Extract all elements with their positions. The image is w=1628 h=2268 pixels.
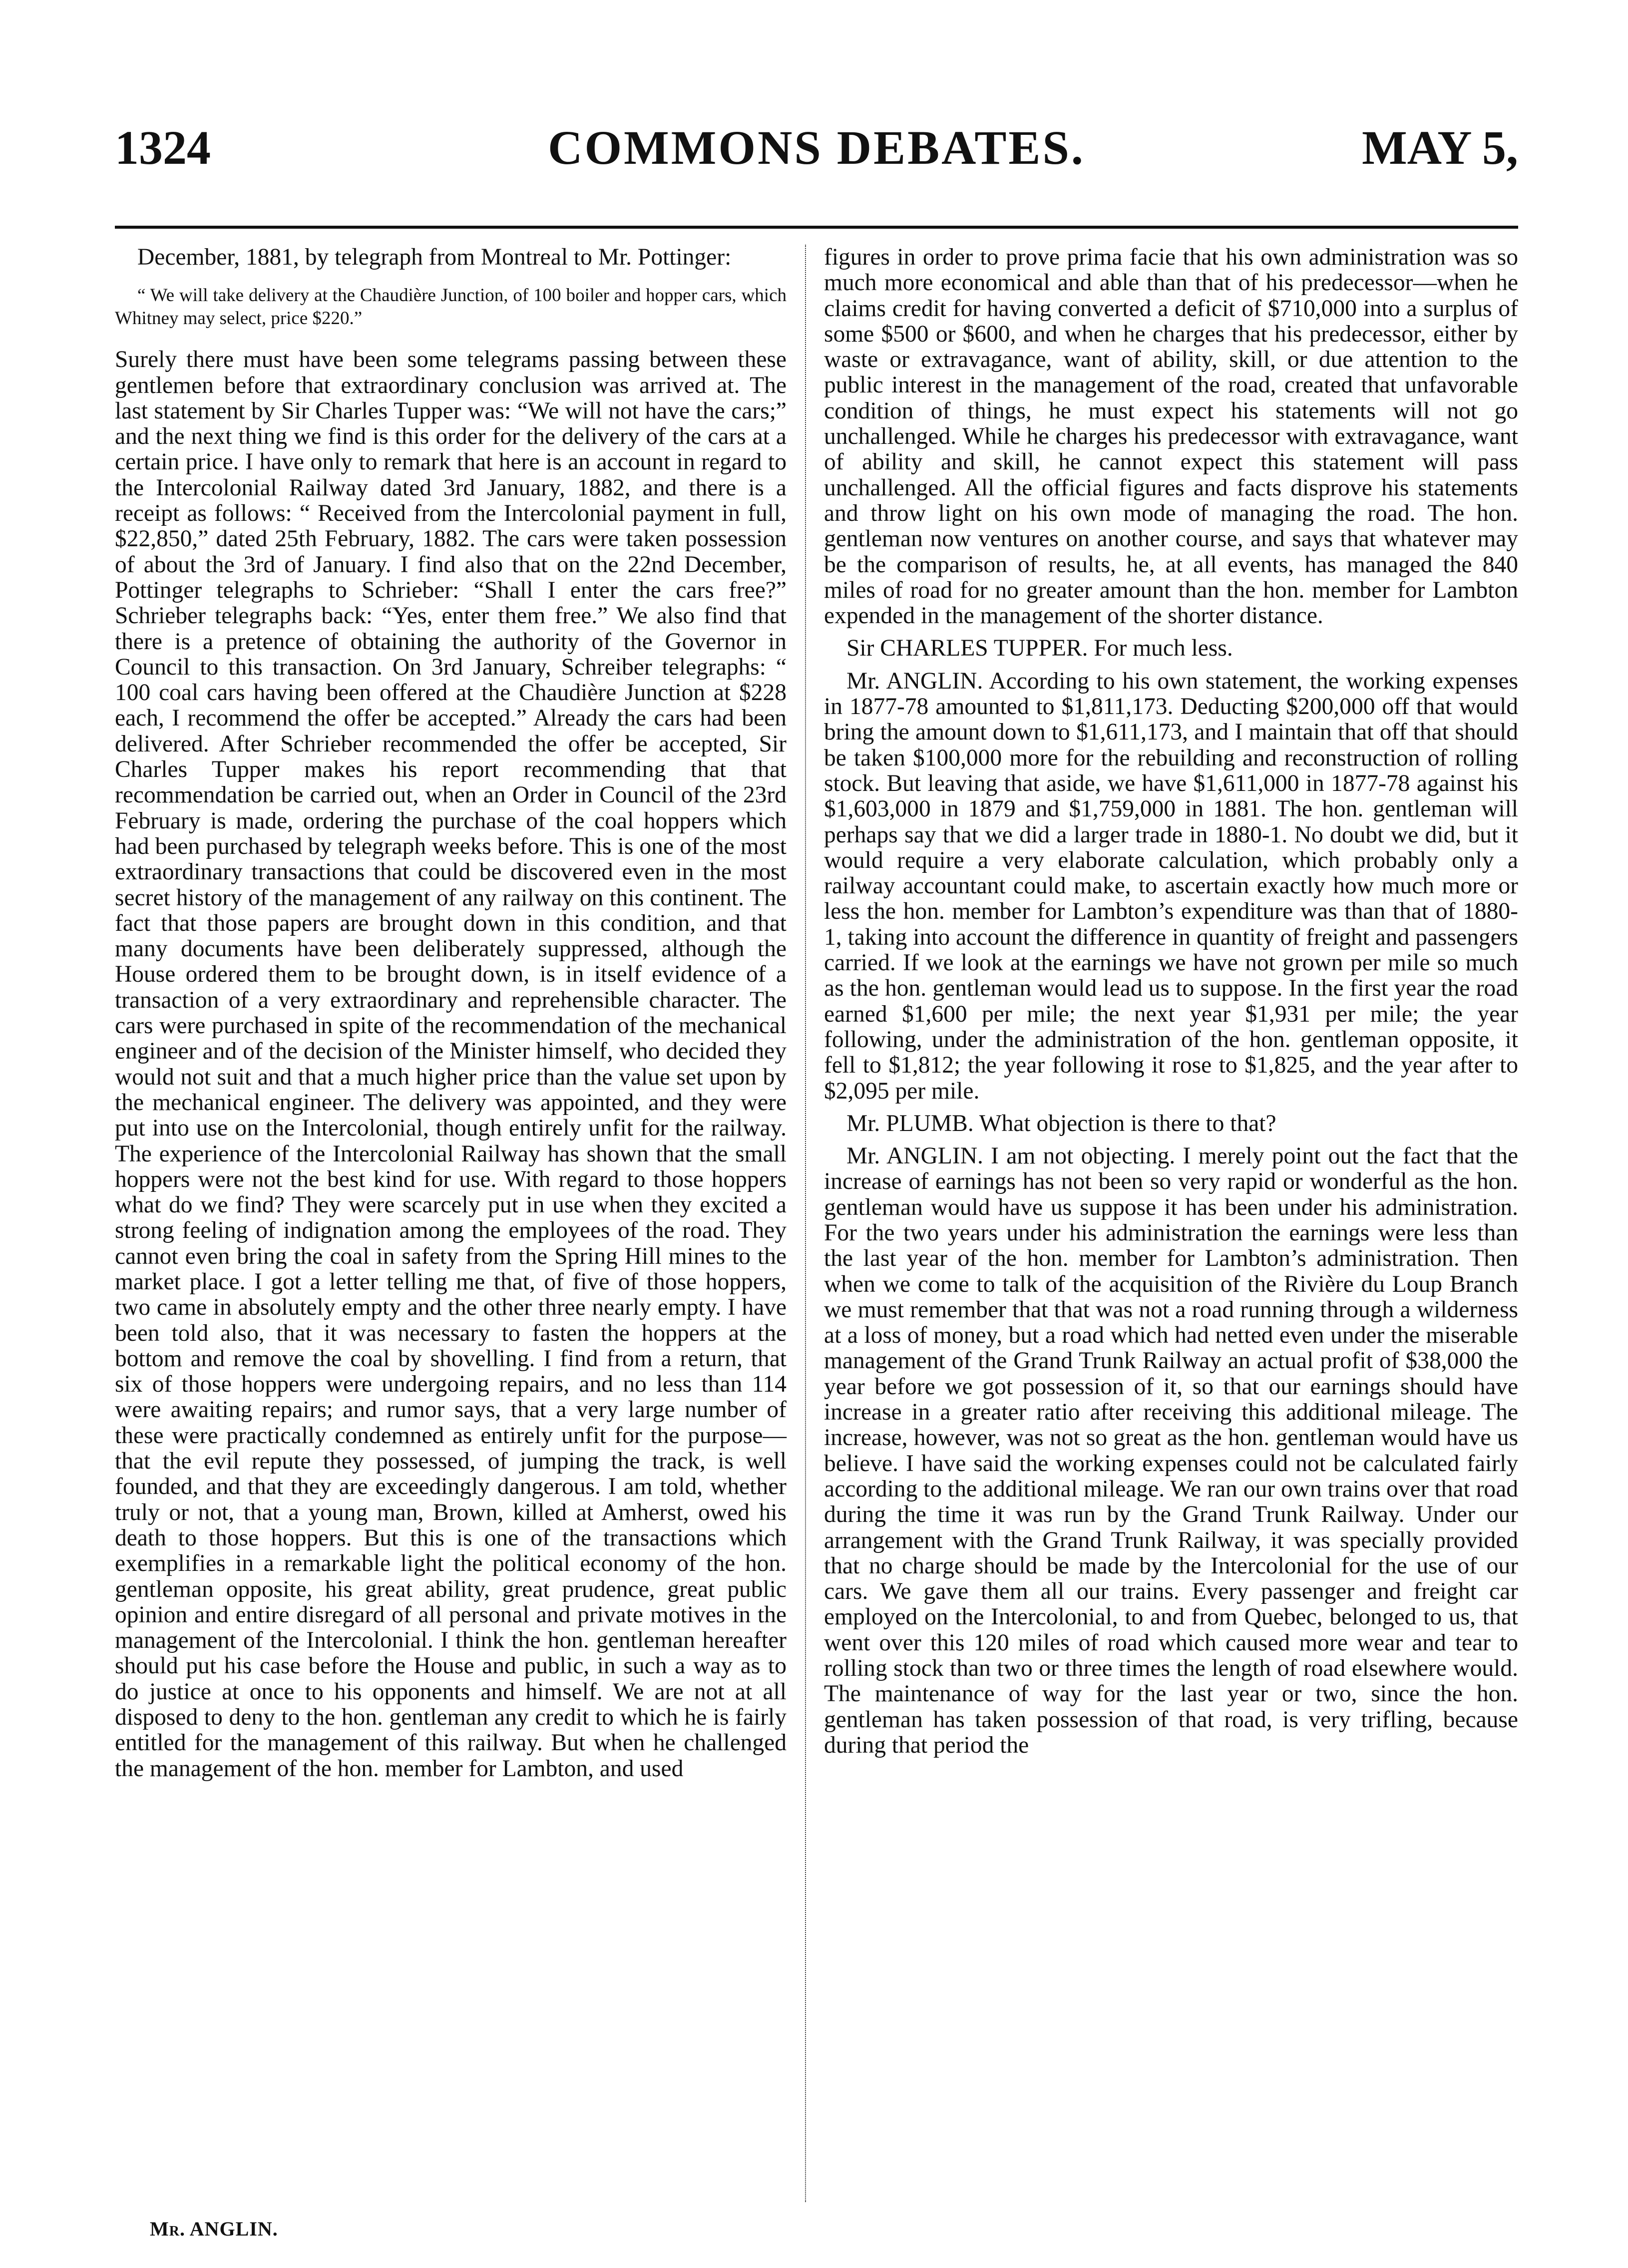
running-head [115,97,1518,197]
right-column [824,245,1518,1758]
speech-anglin: Mr. ANGLIN. According to his own statement, the working expenses in 1877-78 amounted to $1,811,173. Deducting $200,000 off that would bring the amount down to $1,611,173, and I maintain that off that should be taken $100,000 more for the rebuilding and reconstruction of rolling stock. But leaving that aside, we have $1,611,000 in 1877-78 against his $1,603,000 in 1879 and $1,759,000 in 1881. The hon. gentleman will perhaps say that we did a larger trade in 1880-1. No doubt we did, but it would require a very elaborate calculation, which probably only a railway accountant could make, to ascertain exactly how much more or less the hon. member for Lambton’s expenditure was than that of 1880-1, taking into account the difference in quantity of freight and passengers carried. If we look at the earnings we have not grown per mile so much as the hon. gentleman would lead us to suppose. In the first year the road earned $1,600 per mile; the next year $1,931 per mile; the year following, under the administration of the hon. gentleman opposite, it fell to $1,812; the year following it rose to $1,825, and the year after to $2,095 per mile. [824,668,1518,1104]
footer-speaker-name: Mr. ANGLIN. [150,2218,278,2240]
header-rule [115,226,1518,229]
left-column [115,245,787,1782]
paragraph: figures in order to prove prima facie that his own administration was so much more economical and able than that of his predecessor—when he claims credit for having converted a deficit of $710,000 into a surplus of some $500 or $600, and when he charges that his predecessor, either by waste or extravagance, want of ability, skill, or due attention to the public interest in the management of the road, created that unfavorable condition of things, he must expect his statements will not go unchallenged. While he charges his predecessor with extravagance, want of ability and skill, he cannot expect this statement will pass unchallenged. All the official figures and facts disprove his statements and throw light on his own mode of managing the road. The hon. gentleman now ventures on another course, and says that whatever may be the comparison of results, he, at all events, has managed the 840 miles of road for no greater amount than the hon. member for Lambton expended in the management of the shorter distance. [824,244,1518,629]
telegram-quote: “ We will take delivery at the Chaudière Junction, of 100 boiler and hopper cars, which Whitney may select, price $220.” [115,285,787,329]
speech-tupper: Sir CHARLES TUPPER. For much less. [846,635,1233,662]
paragraph: Surely there must have been some telegrams passing between these gentlemen before that extraordinary conclusion was arrived at. The last statement by Sir Charles Tupper was: “We will not have the cars;” and the next thing we find is this order for the delivery of the cars at a certain price. I have only to remark that here is an account in regard to the Intercolonial Railway dated 3rd January, 1882, and there is a receipt as follows: “ Received from the Intercolonial payment in full, $22,850,” dated 25th February, 1882. The cars were taken possession of about the 3rd of January. I find also that on the 22nd December, Pottinger telegraphs to Schrieber: “Shall I enter the cars free?” Schrieber telegraphs back: “Yes, enter them free.” We also find that there is a pretence of obtaining the authority of the Governor in Council to this transaction. On 3rd January, Schreiber telegraphs: “ 100 coal cars having been offered at the Chaudière Junction at $228 each, I recommend the offer be accepted.” Already the cars had been delivered. After Schrieber recommended the offer be accepted, Sir Charles Tupper makes his report recommending that that recommendation be carried out, when an Order in Council of the 23rd February is made, ordering the purchase of the coal hoppers which had been purchased by telegraph weeks before. This is one of the most extraordinary transactions that could be discovered even in the most secret history of the management of any railway on this continent. The fact that those papers are brought down in this condition, and that many documents have been deliberately suppressed, although the House ordered them to be brought down, is in itself evidence of a transaction of a very extraordinary and reprehensible character. The cars were purchased in spite of the recommendation of the mechanical engineer and of the decision of the Minister himself, who decided they would not suit and that a much higher price than the value set upon by the mechanical engineer. The delivery was appointed, and they were put into use on the Intercolonial, though entirely unfit for the railway. The experience of the Intercolonial Railway has shown that the small hoppers were not the best kind for use. With regard to those hoppers what do we find? They were scarcely put in use when they excited a strong feeling of indignation among the employees of the road. They cannot even bring the coal in safety from the Spring Hill mines to the market place. I got a letter telling me that, of five of those hoppers, two came in absolutely empty and the other three nearly empty. I have been told also, that it was necessary to fasten the hoppers at the bottom and remove the coal by shovelling. I find from a return, that six of those hoppers were undergoing repairs, and no less than 114 were awaiting repairs; and rumor says, that a very large number of these were practically condemned as entirely unfit for the purpose—that the evil repute they possessed, of jumping the track, is well founded, and that they are exceedingly dangerous. I am told, whether truly or not, that a young man, Brown, killed at Amherst, owed his death to those hoppers. But this is one of the transactions which exemplifies in a remarkable light the political economy of the hon. gentleman opposite, his great ability, great prudence, great public opinion and entire disregard of all personal and private motives in the management of the Intercolonial. I think the hon. gentleman hereafter should put his case before the House and public, in such a way as to do justice at once to his opponents and himself. We are not at all disposed to deny to the hon. gentleman any credit to which he is fairly entitled for the management of this railway. But when he challenged the management of the hon. member for Lambton, and used [115,347,787,1782]
column-divider [805,245,806,2202]
page-number: 1324 [115,121,211,174]
speech-plumb: Mr. PLUMB. What objection is there to that? [846,1110,1276,1136]
journal-title: COMMONS DEBATES. [548,121,1085,174]
issue-date: MAY 5, [1362,121,1518,174]
paragraph: December, 1881, by telegraph from Montreal to Mr. Pottinger: [137,244,732,270]
speech-anglin: Mr. ANGLIN. I am not objecting. I merely point out the fact that the increase of earnings has not been so very rapid or wonderful as the hon. gentleman would have us suppose it has been under his administration. For the two years under his administration the earnings were less than the last year of the hon. member for Lambton’s administration. Then when we come to talk of the acquisition of the Rivière du Loup Branch we must remember that that was not a road running through a wilderness at a loss of money, but a road which had netted even under the miserable management of the Grand Trunk Railway an actual profit of $38,000 the year before we got possession of it, so that our earnings should have increase in a greater ratio after receiving this additional mileage. The increase, however, was not so great as the hon. gentleman would have us believe. I have said the working expenses could not be calculated fairly according to the additional mileage. We ran our own trains over that road during the time it was run by the Grand Trunk Railway. Under our arrangement with the Grand Trunk Railway, it was specially provided that no charge should be made by the Intercolonial for the use of our cars. We gave them all our trains. Every passenger and freight car employed on the Intercolonial, to and from Quebec, belonged to us, that went over this 120 miles of road which caused more wear and tear to rolling stock than two or three times the length of road elsewhere would. The maintenance of way for the last year or two, since the hon. gentleman has taken possession of that road, is very trifling, because during that period the [824,1143,1518,1758]
